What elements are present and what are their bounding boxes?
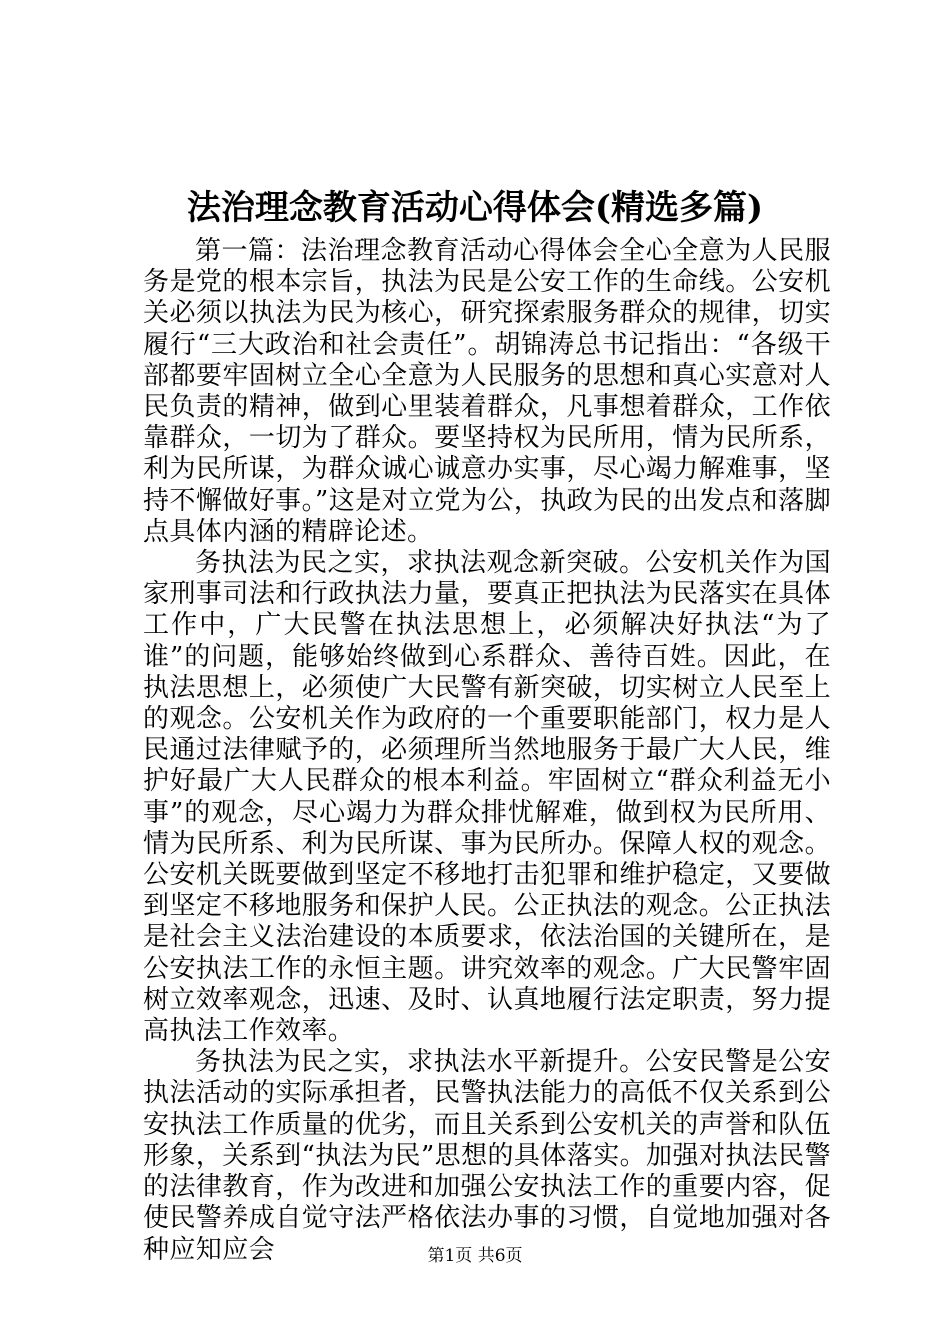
document-body: [143, 236, 831, 1266]
paragraph-3: 务执法为民之实，求执法水平新提升。公安民警是公安执法活动的实际承担者，民警执法能力的高低不仅关系到公安执法工作质量的优劣，而且关系到公安机关的声誉和队伍形象，关系到“执法为民”思想的具体落实。加强对执法民警的法律教育，作为改进和加强公安执法工作的重要内容，促使民警养成自觉守法严格依法办事的习惯，自觉地加强对各种应知应会: [143, 1047, 831, 1265]
page-footer: [0, 1245, 950, 1267]
paragraph-2: 务执法为民之实，求执法观念新突破。公安机关作为国家刑事司法和行政执法力量，要真正把执法为民落实在具体工作中，广大民警在执法思想上，必须解决好执法“为了谁”的问题，能够始终做到心系群众、善待百姓。因此，在执法思想上，必须使广大民警有新突破，切实树立人民至上的观念。公安机关作为政府的一个重要职能部门，权力是人民通过法律赋予的，必须理所当然地服务于最广大人民，维护好最广大人民群众的根本利益。牢固树立“群众利益无小事”的观念，尽心竭力为群众排忧解难，做到权为民所用、情为民所系、利为民所谋、事为民所办。保障人权的观念。公安机关既要做到坚定不移地打击犯罪和维护稳定，又要做到坚定不移地服务和保护人民。公正执法的观念。公正执法是社会主义法治建设的本质要求，依法治国的关键所在，是公安执法工作的永恒主题。讲究效率的观念。广大民警牢固树立效率观念，迅速、及时、认真地履行法定职责，努力提高执法工作效率。: [143, 548, 831, 1047]
paragraph-1: 第一篇：法治理念教育活动心得体会全心全意为人民服务是党的根本宗旨，执法为民是公安工作的生命线。公安机关必须以执法为民为核心，研究探索服务群众的规律，切实履行“三大政治和社会责任”。胡锦涛总书记指出：“各级干部都要牢固树立全心全意为人民服务的思想和真心实意对人民负责的精神，做到心里装着群众，凡事想着群众，工作依靠群众，一切为了群众。要坚持权为民所用，情为民所系，利为民所谋，为群众诚心诚意办实事，尽心竭力解难事，坚持不懈做好事。”这是对立党为公，执政为民的出发点和落脚点具体内涵的精辟论述。: [143, 236, 831, 547]
page-number-indicator: 第1页 共6页: [427, 1246, 523, 1266]
document-title: 法治理念教育活动心得体会(精选多篇): [186, 188, 764, 228]
